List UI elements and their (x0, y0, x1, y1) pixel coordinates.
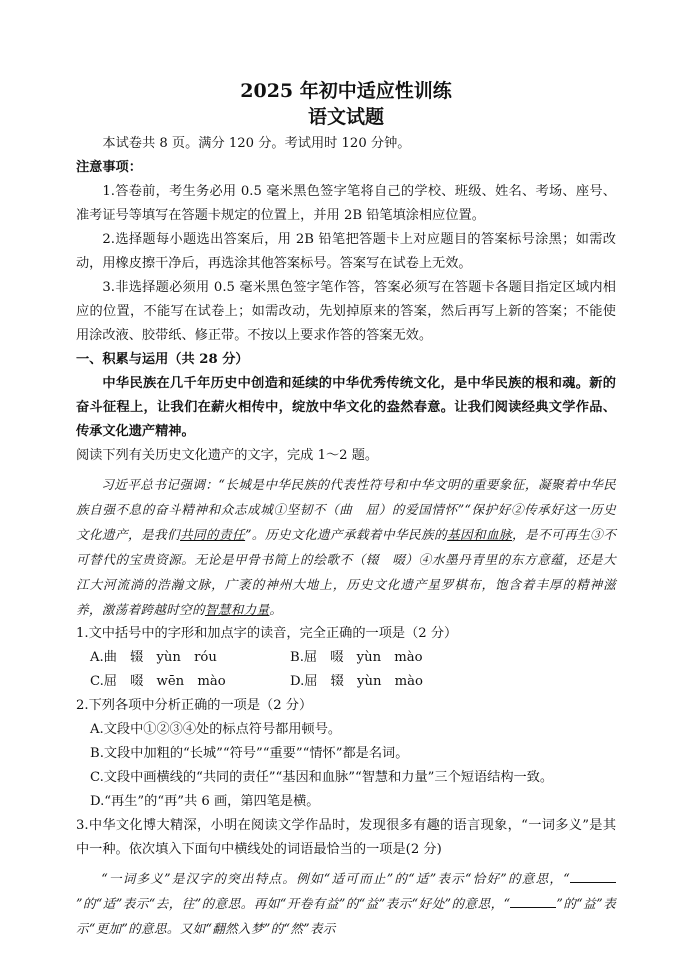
question-1-stem: 1.文中括号中的字形和加点字的读音，完全正确的一项是（2 分） (76, 626, 458, 641)
question-1-options (76, 646, 616, 670)
question-3-passage: “一词多义”是汉字的突出特点。例如“适可而止”的“适”表示“恰好”的意思，“”的“适”表示“去，往”的意思。再如“开卷有益”的“益”表示“好处”的意思，“ ”的“益”表示“更加”的意思。又如“翻然入梦”的“然”表示 (76, 866, 616, 941)
question-1-options (76, 670, 616, 694)
section-lead: 中华民族在几千年历史中创造和延续的中华优秀传统文化，是中华民族的根和魂。新的奋斗征程上，让我们在薪火相传中，绽放中华文化的盎然春意。让我们阅读经典文学作品、传承文化遗产精神。 (76, 376, 616, 439)
section-heading: 一、积累与运用（共 28 分） (76, 352, 249, 367)
option-b[interactable]: B.屈 啜 yùn mào (290, 650, 423, 665)
notice-item: 2.选择题每小题选出答案后，用 2B 铅笔把答题卡上对应题目的答案标号涂黑；如需改动，用橡皮擦干净后，再选涂其他答案标号。答案写在试卷上无效。 (76, 232, 616, 271)
exam-intro: 本试卷共 8 页。满分 120 分。考试用时 120 分钟。 (102, 136, 411, 151)
option-d[interactable]: D.“再生”的“再”共 6 画，第四笔是横。 (90, 794, 320, 809)
option-d[interactable]: D.屈 辍 yùn mào (290, 674, 423, 689)
notice-heading: 注意事项： (76, 160, 142, 175)
notice-item: 1.答卷前，考生务必用 0.5 毫米黑色签字笔将自己的学校、班级、姓名、考场、座号、准考证号等填写在答题卡规定的位置上，并用 2B 铅笔填涂相应位置。 (76, 184, 616, 223)
page-title: 2025 年初中适应性训练 (240, 80, 452, 102)
underlined-phrase: 基因和血脉 (447, 527, 513, 542)
option-b[interactable]: B.文段中加粗的“长城”“符号”“重要”“情怀”都是名词。 (90, 746, 409, 761)
page-subtitle: 语文试题 (307, 106, 384, 128)
option-a[interactable]: A.曲 辍 yùn róu (90, 650, 217, 665)
question-3-stem: 3.中华文化博大精深，小明在阅读文学作品时，发现很多有趣的语言现象，“一词多义”是其中一种。依次填入下面句中横线处的词语最恰当的一项是(2 分) (76, 818, 616, 857)
notice-item: 3.非选择题必须用 0.5 毫米黑色签字笔作答，答案必须写在答题卡各题目指定区域内相应的位置，不能写在试卷上；如需改动，先划掉原来的答案，然后再写上新的答案；不能使用涂改液、胶带纸、修正带。不按以上要求作答的答案无效。 (76, 280, 616, 343)
reading-instruction: 阅读下列有关历史文化遗产的文字，完成 1～2 题。 (76, 448, 379, 463)
option-c[interactable]: C.屈 啜 wēn mào (90, 674, 226, 689)
option-a[interactable]: A.文段中①②③④处的标点符号都用顿号。 (90, 722, 342, 737)
blank-line[interactable] (510, 893, 556, 908)
underlined-phrase: 共同的责任 (180, 527, 246, 542)
question-2-stem: 2.下列各项中分析正确的一项是（2 分） (76, 698, 313, 713)
underlined-phrase: 智慧和力量 (204, 602, 270, 617)
option-c[interactable]: C.文段中画横线的“共同的责任”“基因和血脉”“智慧和力量”三个短语结构一致。 (90, 770, 554, 785)
reading-passage: 习近平总书记强调：“长城是中华民族的代表性符号和中华文明的重要象征，凝聚着中华民族自强不息的奋斗精神和众志成城①坚韧不（曲 屈）的爱国情怀”“保护好②传承好这一历史文化遗产，是我们共同的责任”。历史文化遗产承载着中华民族的基因和血脉，是不可再生③不可替代的宝贵资源。无论是甲骨书简上的绘歌不（辍 啜）④水墨丹青里的东方意蕴，还是大江大河流淌的浩瀚文脉，广袤的神州大地上，历史文化遗产星罗棋布，饱含着丰厚的精神滋养，激荡着跨越时空的智慧和力量。 (76, 477, 616, 617)
blank-line[interactable] (570, 868, 616, 883)
